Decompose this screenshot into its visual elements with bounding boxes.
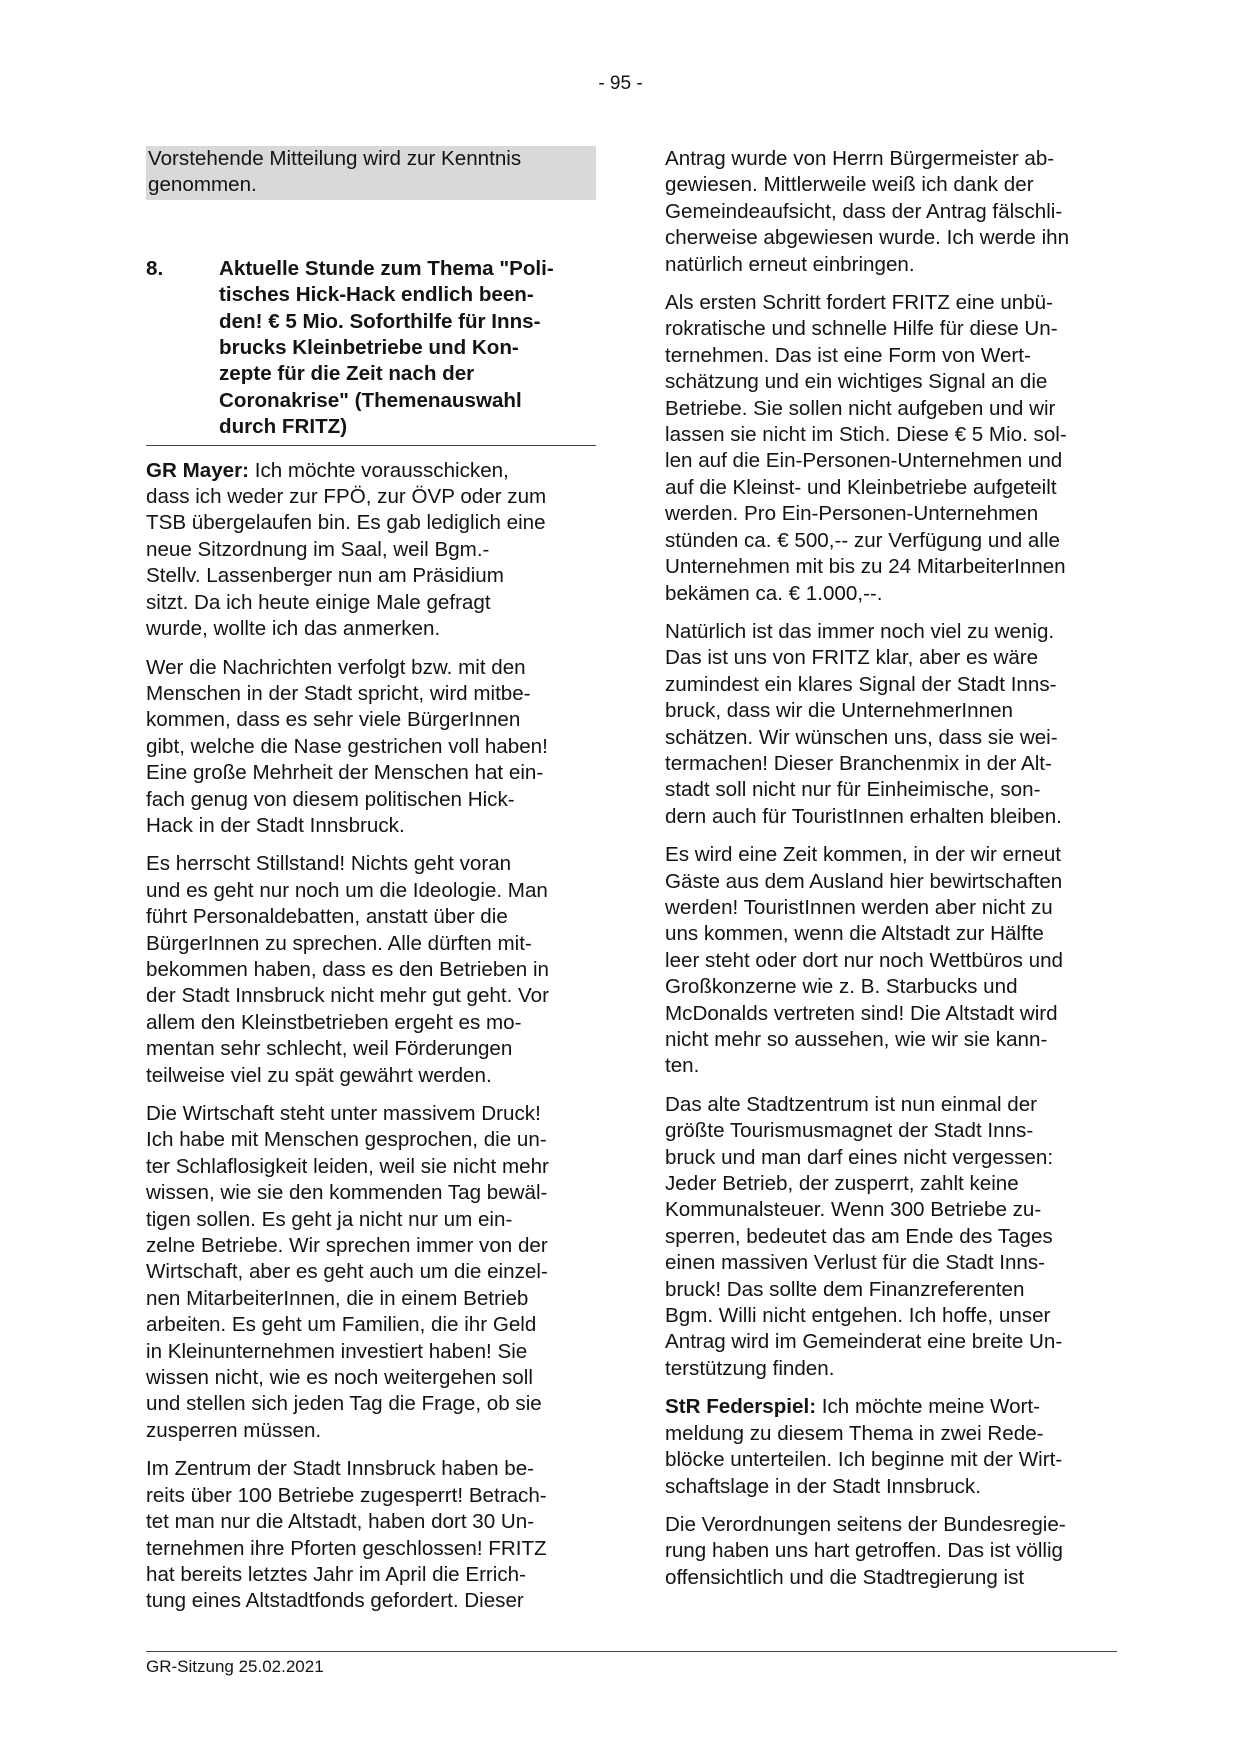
speaker-paragraph-federspiel xyxy=(665,1394,1115,1500)
right-column xyxy=(665,146,1115,1603)
speaker-name: StR Federspiel: xyxy=(665,1395,817,1419)
body-paragraph: Antrag wurde von Herrn Bürgermeister ab- gewiesen. Mittlerweile weiß ich dank der Gemeindeaufsicht, dass der Antrag fälschli- cherweise abgewiesen wurde. Ich werde ihn natürlich erneut einbringen. xyxy=(665,147,1070,276)
speaker-paragraph-mayer xyxy=(146,458,596,643)
agenda-item-title: Aktuelle Stunde zum Thema "Poli- tisches Hick-Hack endlich been- den! € 5 Mio. Soforthilfe für Inns- brucks Kleinbetriebe und Kon- zepte für die Zeit nach der Coronakrise" (Themenauswahl durch FRITZ) xyxy=(219,256,554,439)
speaker-name: GR Mayer: xyxy=(146,458,249,482)
speaker-text: Ich möchte vorausschicken, dass ich weder zur FPÖ, zur ÖVP oder zum TSB übergelaufen bin. Es gab lediglich eine neue Sitzordnung im Saal, weil Bgm.- Stellv. Lassenberger nun am Präsidium sitzt. Da ich heute einige Male gefragt wurde, wollte ich das anmerken. xyxy=(146,458,547,641)
body-paragraph: Es wird eine Zeit kommen, in der wir erneut Gäste aus dem Ausland hier bewirtschaften werden! TouristInnen werden aber nicht zu uns kommen, wenn die Altstadt zur Hälfte leer steht oder dort nur noch Wettbüros und Großkonzerne wie z. B. Starbucks und McDonalds vertreten sind! Die Altstadt wird nicht mehr so aussehen, wie wir sie kann- ten. xyxy=(665,843,1063,1078)
body-paragraph: Im Zentrum der Stadt Innsbruck haben be- reits über 100 Betriebe zugesperrt! Betrach- tet man nur die Altstadt, haben dort 30 Un- ternehmen ihre Pforten geschlossen! FRITZ hat bereits letztes Jahr im April die Errich- tung eines Altstadtfonds gefordert. Dieser xyxy=(146,1457,547,1613)
body-paragraph: Es herrscht Stillstand! Nichts geht voran und es geht nur noch um die Ideologie. Man führt Personaldebatten, anstatt über die BürgerInnen zu sprechen. Alle dürften mit- bekommen haben, dass es den Betrieben in der Stadt Innsbruck nicht mehr gut geht. Vor allem den Kleinstbetrieben ergeht es mo- mentan sehr schlecht, weil Förderungen teilweise viel zu spät gewährt werden. xyxy=(146,852,549,1087)
agenda-item-number: 8. xyxy=(146,256,164,280)
footer-divider xyxy=(146,1651,1117,1652)
body-paragraph: Als ersten Schritt fordert FRITZ eine unbü- rokratische und schnelle Hilfe für diese Un- ternehmen. Das ist eine Form von Wert- schätzung und ein wichtiges Signal an die Betriebe. Sie sollen nicht aufgeben und wir lassen sie nicht im Stich. Diese € 5 Mio. sol- len auf die Ein-Personen-Unternehmen und auf die Kleinst- und Kleinbetriebe aufgeteilt werden. Pro Ein-Personen-Unternehmen stünden ca. € 500,-- zur Verfügung und alle Unternehmen mit bis zu 24 MitarbeiterInnen bekämen ca. € 1.000,--. xyxy=(665,291,1067,605)
page-number: - 95 - xyxy=(598,73,643,94)
footer-text: GR-Sitzung 25.02.2021 xyxy=(146,1657,324,1676)
body-paragraph: Die Verordnungen seitens der Bundesregie- rung haben uns hart getroffen. Das ist völlig offensichtlich und die Stadtregierung ist xyxy=(665,1512,1066,1589)
agenda-item-heading xyxy=(146,256,596,446)
body-paragraph: Wer die Nachrichten verfolgt bzw. mit den Menschen in der Stadt spricht, wird mitbe- kommen, dass es sehr viele BürgerInnen gibt, welche die Nase gestrichen voll haben! Eine große Mehrheit der Menschen hat ein- fach genug von diesem politischen Hick- Hack in der Stadt Innsbruck. xyxy=(146,655,548,837)
body-paragraph: Die Wirtschaft steht unter massivem Druck! Ich habe mit Menschen gesprochen, die un- ter Schlaflosigkeit leiden, weil sie nicht mehr wissen, wie sie den kommenden Tag bewäl- tigen sollen. Es geht ja nicht nur um ein- zelne Betriebe. Wir sprechen immer von der Wirtschaft, aber es geht auch um die einzel- nen MitarbeiterInnen, die in einem Betrieb arbeiten. Es geht um Familien, die ihr Geld in Kleinunternehmen investiert haben! Sie wissen nicht, wie es noch weitergehen soll und stellen sich jeden Tag die Frage, ob sie zusperren müssen. xyxy=(146,1102,549,1442)
notice-box: Vorstehende Mitteilung wird zur Kenntnis genommen. xyxy=(146,146,596,200)
left-column xyxy=(146,146,596,1627)
body-paragraph: Natürlich ist das immer noch viel zu wenig. Das ist uns von FRITZ klar, aber es wäre zumindest ein klares Signal der Stadt Inns- bruck, dass wir die UnternehmerInnen schätzen. Wir wünschen uns, dass sie wei- termachen! Dieser Branchenmix in der Alt- stadt soll nicht nur für Einheimische, son- dern auch für TouristInnen erhalten bleiben. xyxy=(665,619,1062,828)
speaker-text: Ich möchte meine Wort- meldung zu diesem Thema in zwei Rede- blöcke unterteilen. Ich beginne mit der Wirt- schaftslage in der Stadt Innsbruck. xyxy=(665,1395,1063,1498)
body-paragraph: Das alte Stadtzentrum ist nun einmal der größte Tourismusmagnet der Stadt Inns- bruck und man darf eines nicht vergessen: Jeder Betrieb, der zusperrt, zahlt keine Kommunalsteuer. Wenn 300 Betriebe zu- sperren, bedeutet das am Ende des Tages einen massiven Verlust für die Stadt Inns- bruck! Das sollte dem Finanzreferenten Bgm. Willi nicht entgehen. Ich hoffe, unser Antrag wird im Gemeinderat eine breite Un- terstützung finden. xyxy=(665,1092,1063,1380)
